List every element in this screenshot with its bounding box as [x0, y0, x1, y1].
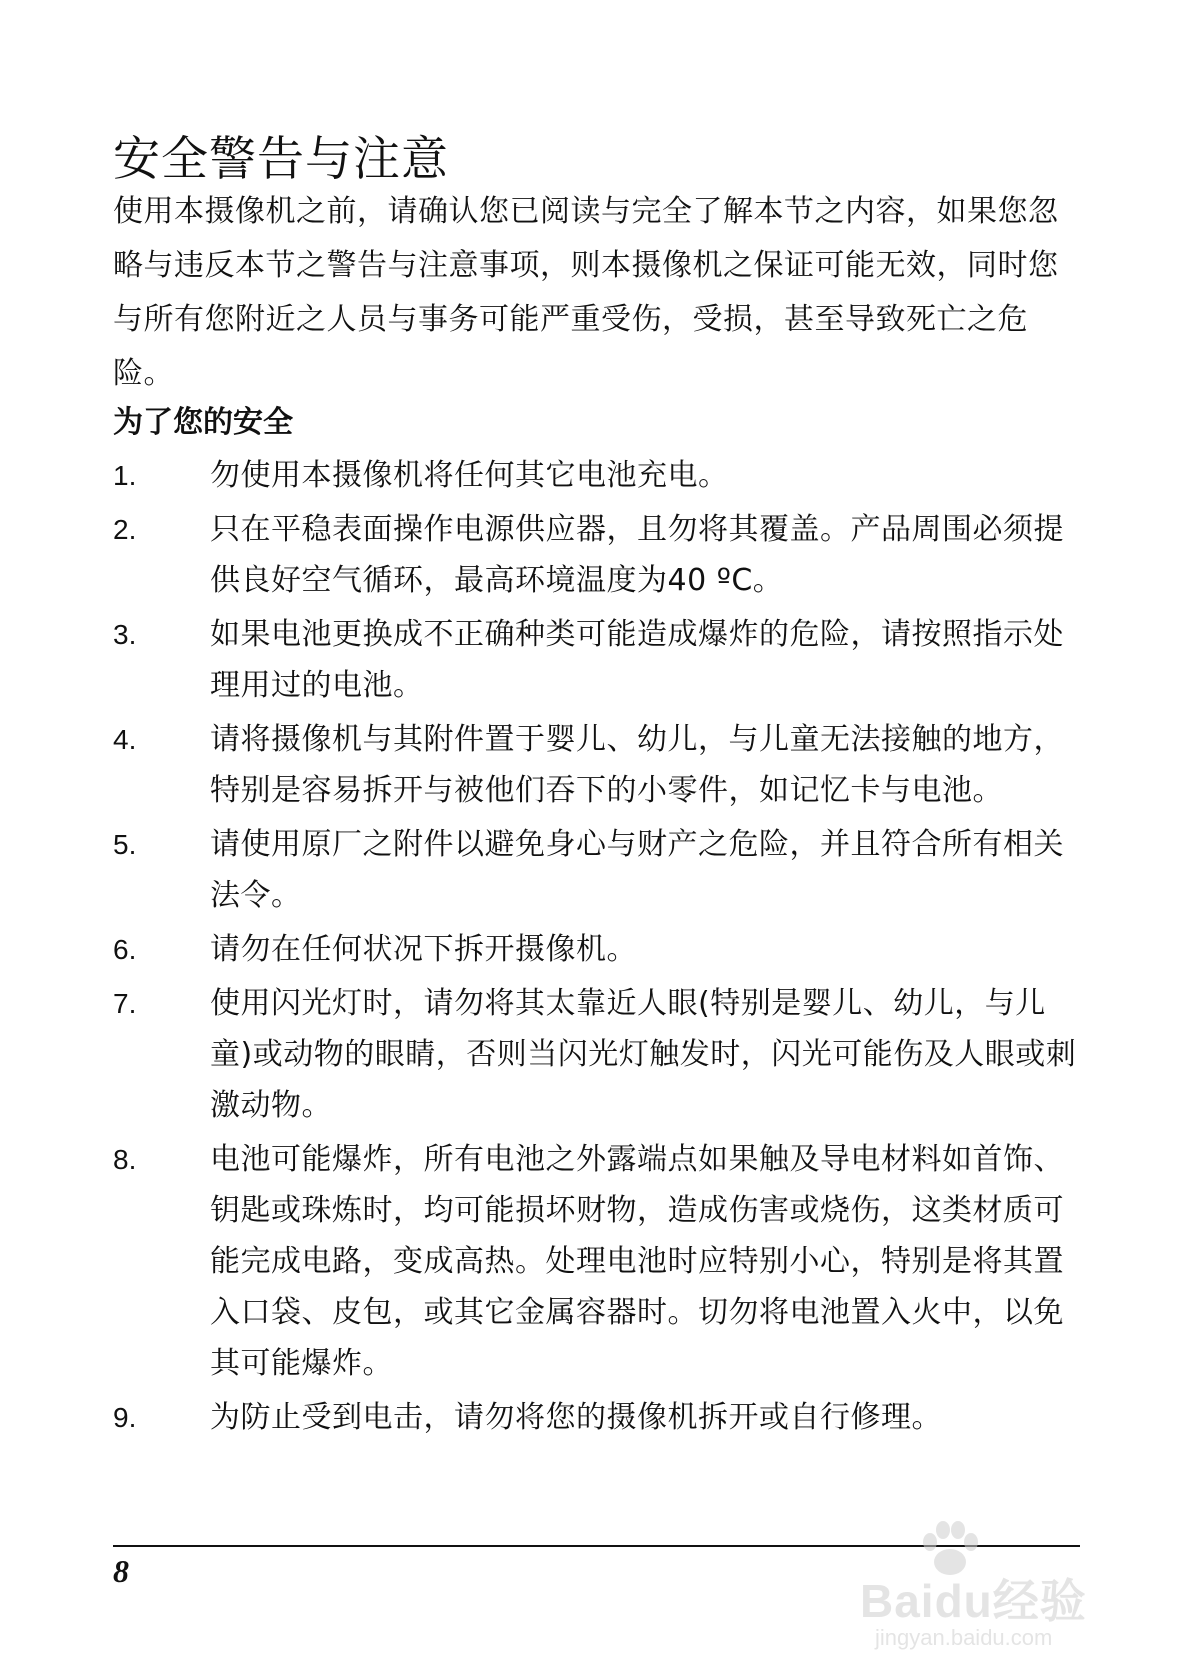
- list-item: [113, 504, 1078, 606]
- list-item: [113, 450, 1078, 501]
- item-text: 只在平稳表面操作电源供应器，且勿将其覆盖。产品周围必须提供良好空气循环，最高环境温度为40 ºC。: [210, 512, 1064, 598]
- item-text: 为防止受到电击，请勿将您的摄像机拆开或自行修理。: [210, 1400, 942, 1435]
- item-number: 1.: [113, 460, 137, 491]
- list-item: [113, 714, 1078, 816]
- watermark-logo: Baidu经验: [860, 1575, 1087, 1627]
- baidu-watermark: [820, 1520, 1120, 1660]
- safety-list: [113, 450, 1078, 1446]
- list-item: [113, 1134, 1078, 1389]
- item-text: 请勿在任何状况下拆开摄像机。: [210, 932, 637, 967]
- page-title: 安全警告与注意: [113, 132, 449, 187]
- list-item: [113, 819, 1078, 921]
- item-number: 8.: [113, 1144, 137, 1175]
- item-number: 2.: [113, 514, 137, 545]
- list-item: [113, 924, 1078, 975]
- item-text: 如果电池更换成不正确种类可能造成爆炸的危险，请按照指示处理用过的电池。: [210, 617, 1064, 703]
- list-item: [113, 609, 1078, 711]
- list-item: [113, 1392, 1078, 1443]
- item-number: 9.: [113, 1402, 137, 1433]
- item-number: 7.: [113, 988, 137, 1019]
- item-text: 电池可能爆炸，所有电池之外露端点如果触及导电材料如首饰、钥匙或珠炼时，均可能损坏财物，造成伤害或烧伤，这类材质可能完成电路，变成高热。处理电池时应特别小心，特别是将其置入口袋、皮包，或其它金属容器时。切勿将电池置入火中，以免其可能爆炸。: [210, 1142, 1064, 1381]
- item-number: 3.: [113, 619, 137, 650]
- item-text: 请将摄像机与其附件置于婴儿、幼儿，与儿童无法接触的地方，特别是容易拆开与被他们吞下的小零件，如记忆卡与电池。: [210, 722, 1064, 808]
- intro-paragraph: 使用本摄像机之前，请确认您已阅读与完全了解本节之内容，如果您忽略与违反本节之警告与注意事项，则本摄像机之保证可能无效，同时您与所有您附近之人员与事务可能严重受伤，受损，甚至导致死亡之危险。: [113, 194, 1059, 391]
- page-number: 8: [113, 1553, 129, 1589]
- list-item: [113, 978, 1078, 1131]
- item-text: 勿使用本摄像机将任何其它电池充电。: [210, 458, 729, 493]
- item-number: 5.: [113, 829, 137, 860]
- item-number: 4.: [113, 724, 137, 755]
- item-number: 6.: [113, 934, 137, 965]
- watermark-url: jingyan.baidu.com: [875, 1625, 1053, 1650]
- section-heading: 为了您的安全: [113, 405, 293, 440]
- item-text: 请使用原厂之附件以避免身心与财产之危险，并且符合所有相关法令。: [210, 827, 1064, 913]
- item-text: 使用闪光灯时，请勿将其太靠近人眼(特别是婴儿、幼儿，与儿童)或动物的眼睛，否则当闪光灯触发时，闪光可能伤及人眼或刺激动物。: [210, 986, 1077, 1123]
